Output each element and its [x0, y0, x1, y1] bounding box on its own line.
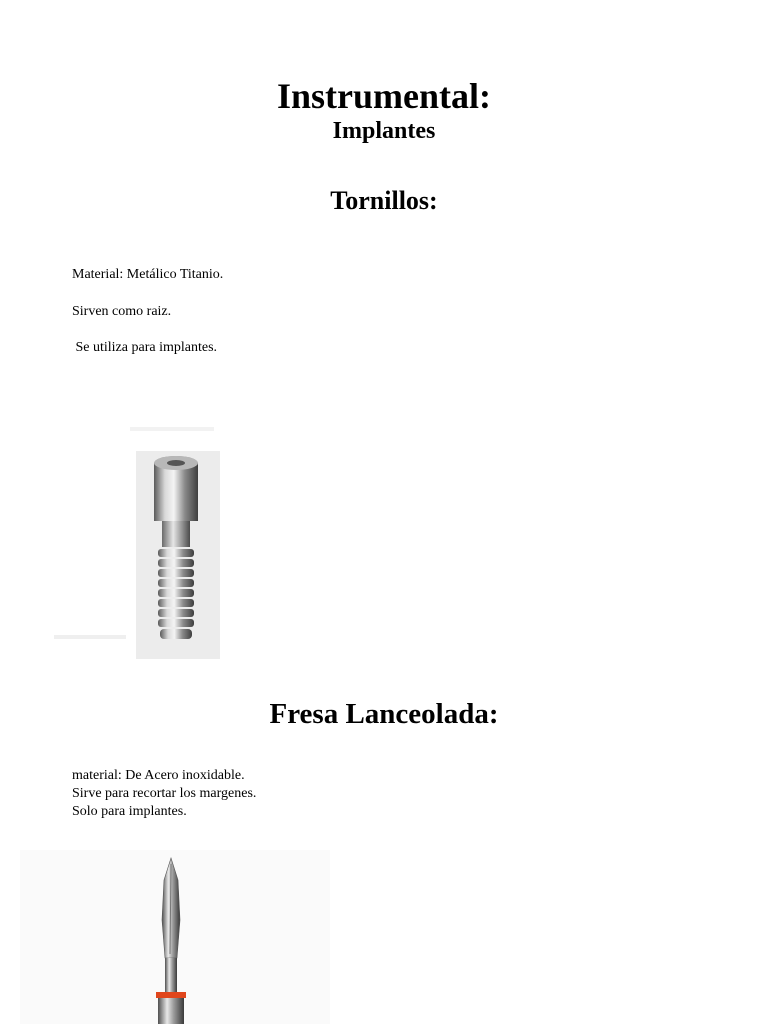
lanceolate-bur-image: [20, 850, 330, 1024]
section-heading-fresa: Fresa Lanceolada:: [269, 698, 499, 730]
implant-screw-image: [52, 425, 232, 665]
tornillos-purpose-text: Se utiliza para implantes.: [72, 340, 218, 355]
dental-implant-screw-icon: [52, 425, 232, 665]
page-subtitle: Implantes: [332, 118, 436, 144]
tornillos-use-text: Sirven como raiz.: [72, 304, 172, 319]
page-title: Instrumental:: [277, 76, 491, 116]
fresa-use-text: Sirve para recortar los margenes.: [72, 786, 257, 801]
fresa-purpose-text: Solo para implantes.: [72, 804, 187, 819]
lanceolate-bur-icon: [20, 850, 330, 1024]
fresa-material-text: material: De Acero inoxidable.: [72, 768, 245, 783]
section-heading-tornillos: Tornillos:: [330, 186, 438, 215]
tornillos-material-text: Material: Metálico Titanio.: [72, 267, 224, 282]
